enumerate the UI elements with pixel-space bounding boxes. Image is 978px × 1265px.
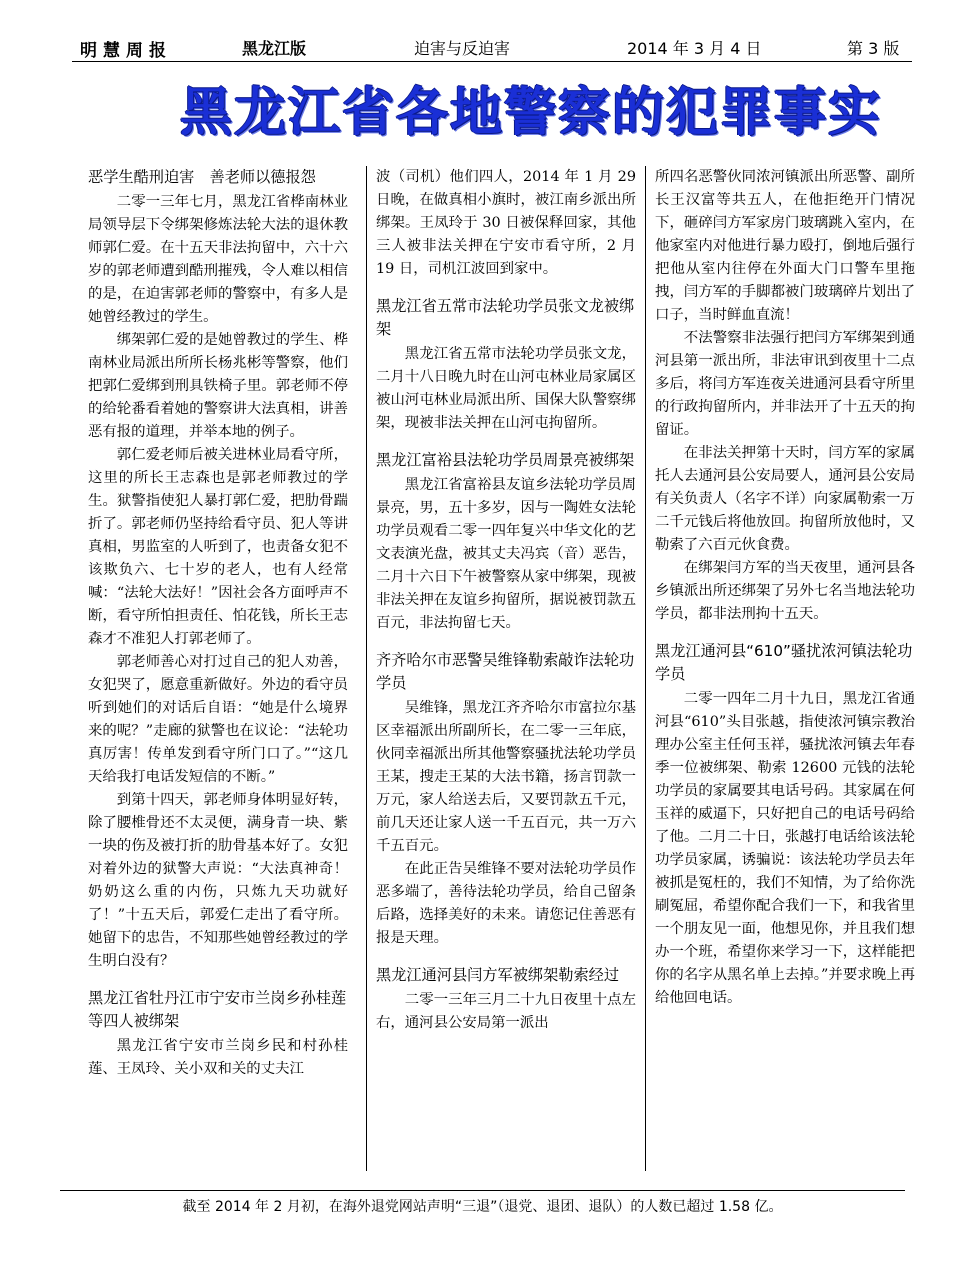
- edition-label: 黑龙江版: [242, 39, 307, 58]
- article-title: 黑龙江通河县“610”骚扰浓河镇法轮功学员: [655, 642, 913, 683]
- column-divider: [366, 166, 367, 1171]
- article-paragraph: 所四名恶警伙同浓河镇派出所恶警、副所长王汉富等共五人，在他拒绝开门情况下，砸碎闫方军家房门玻璃跳入室内，在他家室内对他进行暴力殴打，倒地后强行把他从室内往停在外面大门口警车里拖拽，闫方军的手脚都被门玻璃碎片划出了口子，当时鲜血直流！: [655, 169, 915, 323]
- article-paragraph: 到第十四天，郭老师身体明显好转，除了腰椎骨还不太灵便，满身青一块、紫一块的伤及被打折的肋骨基本好了。女犯对着外边的狱警大声说：“大法真神奇！奶奶这么重的内伤，只炼九天功就好了！”十五天后，郭爱仁走出了看守所。她留下的忠告，不知那些她曾经教过的学生明白没有？: [88, 792, 348, 969]
- article-paragraph: 黑龙江省宁安市兰岗乡民和村孙桂莲、王凤玲、关小双和关的丈夫江: [88, 1038, 348, 1077]
- article-paragraph: 二零一四年二月十九日，黑龙江省通河县“610”头目张越，指使浓河镇宗教治理办公室主任何玉祥，骚扰浓河镇去年春季一位被绑架、勒索 12600 元钱的法轮功学员的家属要其电话号码。其家属在何玉祥的威逼下，只好把自己的电话号码给了他。二月二十日，张越打电话给该法轮功学员家属，诱骗说：该法轮功学员去年被抓是冤枉的，我们不知情，为了给你洗刷冤屈，希望你配合我们一下，和我省里一个朋友见一面，他想见你，并且我们想办一个班，希望你来学习一下，这样能把你的名字从黑名单上去掉。”并要求晚上再给他回电话。: [655, 691, 915, 1006]
- article-paragraph: 二零一三年七月，黑龙江省桦南林业局领导层下令绑架修炼法轮大法的退休教师郭仁爱。在十五天非法拘留中，六十六岁的郭老师遭到酷刑摧残，令人难以相信的是，在迫害郭老师的警察中，有多人是她曾经教过的学生。: [88, 194, 348, 325]
- page-masthead: 黑龙江省各地警察的犯罪事实: [180, 83, 883, 143]
- article-title: 黑龙江富裕县法轮功学员周景亮被绑架: [376, 451, 635, 469]
- article-paragraph: 波（司机）他们四人，2014 年 1 月 29 日晚，在做真相小旗时，被江南乡派出所绑架。王凤玲于 30 日被保释回家，其他三人被非法关押在宁安市看守所，2 月 19 日，司机江波回到家中。: [376, 169, 636, 277]
- article-paragraph: 郭仁爱老师后被关进林业局看守所，这里的所长王志森也是郭老师教过的学生。狱警指使犯人暴打郭仁爱，把肋骨踹折了。郭老师仍坚持给看守员、犯人等讲真相，男监室的人听到了，也责备女犯不该欺负六、七十岁的老人，也有人经常喊：“法轮大法好！”因社会各方面呼声不断，看守所怕担责任、怕花钱，所长王志森才不准犯人打郭老师了。: [88, 447, 348, 647]
- article-paragraph: 在绑架闫方军的当天夜里，通河县各乡镇派出所还绑架了另外七名当地法轮功学员，都非法刑拘十五天。: [655, 560, 915, 622]
- article-title: 恶学生酷刑迫害 善老师以德报怨: [88, 168, 316, 186]
- column-2: [376, 166, 636, 1171]
- article-paragraph: 郭老师善心对打过自己的犯人劝善，女犯哭了，愿意重新做好。外边的看守员听到她们的对话后自语：“她是什么境界来的呢？”走廊的狱警也在议论：“法轮功真厉害！传单发到看守所门口了。”“这几天给我打电话发短信的不断。”: [88, 654, 348, 785]
- page-footer-notice: 截至 2014 年 2 月初，在海外退党网站声明“三退”（退党、退团、退队）的人数已超过 1.58 亿。: [182, 1199, 783, 1215]
- issue-date: 2014 年 3 月 4 日: [627, 39, 762, 58]
- article-title: 黑龙江省五常市法轮功学员张文龙被绑架: [376, 297, 635, 338]
- column-3: [655, 166, 915, 1171]
- article-paragraph: 在非法关押第十天时，闫方军的家属托人去通河县公安局要人，通河县公安局有关负责人（名字不详）向家属勒索一万二千元钱后将他放回。拘留所放他时，又勒索了六百元伙食费。: [655, 445, 915, 553]
- article-paragraph: 二零一三年三月二十九日夜里十点左右，通河县公安局第一派出: [376, 992, 636, 1031]
- column-divider: [645, 166, 646, 1171]
- article-paragraph: 吴维锋，黑龙江齐齐哈尔市富拉尔基区幸福派出所副所长，在二零一三年底，伙同幸福派出所其他警察骚扰法轮功学员王某，搜走王某的大法书籍，扬言罚款一万元，家人给送去后，又要罚款五千元，前几天还让家人送一千五百元，共一万六千五百元。: [376, 700, 636, 854]
- header-divider: [72, 61, 912, 62]
- page-number: 第 3 版: [847, 39, 900, 58]
- article-title: 齐齐哈尔市恶警吴维锋勒索敲诈法轮功学员: [376, 651, 635, 692]
- article-paragraph: 黑龙江省富裕县友谊乡法轮功学员周景亮，男，五十多岁，因与一陶姓女法轮功学员观看二零一四年复兴中华文化的艺文表演光盘，被其丈夫冯宾（音）恶告，二月十六日下午被警察从家中绑架，现被非法关押在友谊乡拘留所，据说被罚款五百元，非法拘留七天。: [376, 477, 636, 631]
- column-1: [88, 166, 348, 1171]
- article-title: 黑龙江省牡丹江市宁安市兰岗乡孙桂莲等四人被绑架: [88, 989, 347, 1030]
- newspaper-name: 明慧周报: [80, 41, 172, 61]
- footer-divider: [60, 1190, 905, 1191]
- article-paragraph: 不法警察非法强行把闫方军绑架到通河县第一派出所，非法审讯到夜里十二点多后，将闫方军连夜关进通河县看守所里的行政拘留所内，并非法开了十五天的拘留证。: [655, 330, 915, 438]
- section-label: 迫害与反迫害: [414, 39, 511, 58]
- page-header: [72, 34, 912, 60]
- article-paragraph: 在此正告吴维锋不要对法轮功学员作恶多端了，善待法轮功学员，给自己留条后路，选择美好的未来。请您记住善恶有报是天理。: [376, 861, 636, 946]
- article-title: 黑龙江通河县闫方军被绑架勒索经过: [376, 966, 619, 984]
- article-paragraph: 绑架郭仁爱的是她曾教过的学生、桦南林业局派出所所长杨兆彬等警察，他们把郭仁爱绑到刑具铁椅子里。郭老师不停的给轮番看着她的警察讲大法真相，讲善恶有报的道理，并举本地的例子。: [88, 332, 348, 440]
- article-paragraph: 黑龙江省五常市法轮功学员张文龙，二月十八日晚九时在山河屯林业局家属区被山河屯林业局派出所、国保大队警察绑架，现被非法关押在山河屯拘留所。: [376, 346, 636, 431]
